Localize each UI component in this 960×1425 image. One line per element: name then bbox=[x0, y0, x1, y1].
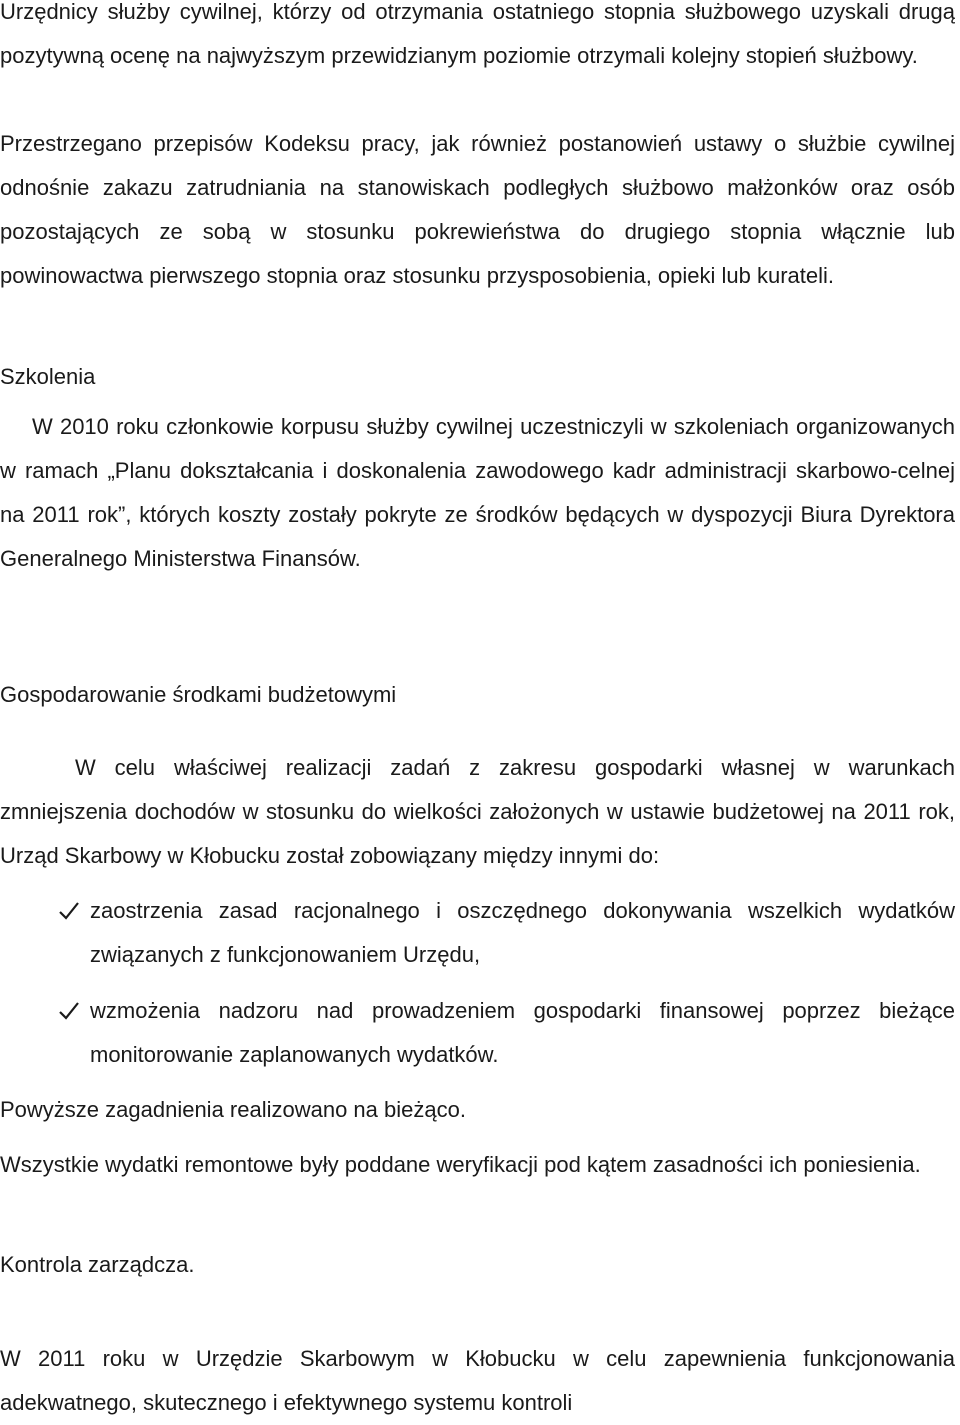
heading-gospodarowanie: Gospodarowanie środkami budżetowymi bbox=[0, 682, 397, 707]
list-item bbox=[0, 889, 955, 977]
heading-szkolenia: Szkolenia bbox=[0, 364, 96, 389]
paragraph-promotion: Urzędnicy służby cywilnej, którzy od otrzymania ostatniego stopnia służbowego uzyskali drugą pozytywną ocenę na najwyższym przewidzianym poziomie otrzymali kolejny stopień służbowy. bbox=[0, 0, 955, 68]
list-item bbox=[0, 989, 955, 1077]
paragraph-budget: W celu właściwej realizacji zadań z zakresu gospodarki własnej w warunkach zmniejszenia dochodów w stosunku do wielkości założonych w ustawie budżetowej na 2011 rok, Urząd Skarbowy w Kłobucku został zobowiązany między innymi do: bbox=[0, 755, 955, 868]
checkmark-icon bbox=[0, 889, 90, 977]
checkmark-icon bbox=[0, 989, 90, 1077]
paragraph-training: W 2010 roku członkowie korpusu służby cywilnej uczestniczyli w szkoleniach organizowanych w ramach „Planu dokształcania i doskonalenia zawodowego kadr administracji skarbowo-celnej na 2011 rok”, których koszty zostały pokryte ze środków będących w dyspozycji Biura Dyrektora Generalnego Ministerstwa Finansów. bbox=[0, 414, 955, 571]
paragraph-repairs: Wszystkie wydatki remontowe były poddane weryfikacji pod kątem zasadności ich poniesienia. bbox=[0, 1152, 921, 1177]
paragraph-labor-code: Przestrzegano przepisów Kodeksu pracy, jak również postanowień ustawy o służbie cywilnej odnośnie zakazu zatrudniania na stanowiskach podległych służbowo małżonków oraz osób pozostających ze sobą w stosunku pokrewieństwa do drugiego stopnia włącznie lub powinowactwa pierwszego stopnia oraz stosunku przysposobienia, opieki lub kurateli. bbox=[0, 131, 955, 288]
paragraph-control: W 2011 roku w Urzędzie Skarbowym w Kłobucku w celu zapewnienia funkcjonowania adekwatnego, skutecznego i efektywnego systemu kontroli bbox=[0, 1346, 955, 1415]
list-item-text: zaostrzenia zasad racjonalnego i oszczędnego dokonywania wszelkich wydatków związanych z funkcjonowaniem Urzędu, bbox=[90, 898, 955, 967]
heading-kontrola: Kontrola zarządcza. bbox=[0, 1252, 195, 1277]
paragraph-realized: Powyższe zagadnienia realizowano na bieżąco. bbox=[0, 1097, 466, 1122]
list-item-text: wzmożenia nadzoru nad prowadzeniem gospodarki finansowej poprzez bieżące monitorowanie zaplanowanych wydatków. bbox=[90, 998, 955, 1067]
